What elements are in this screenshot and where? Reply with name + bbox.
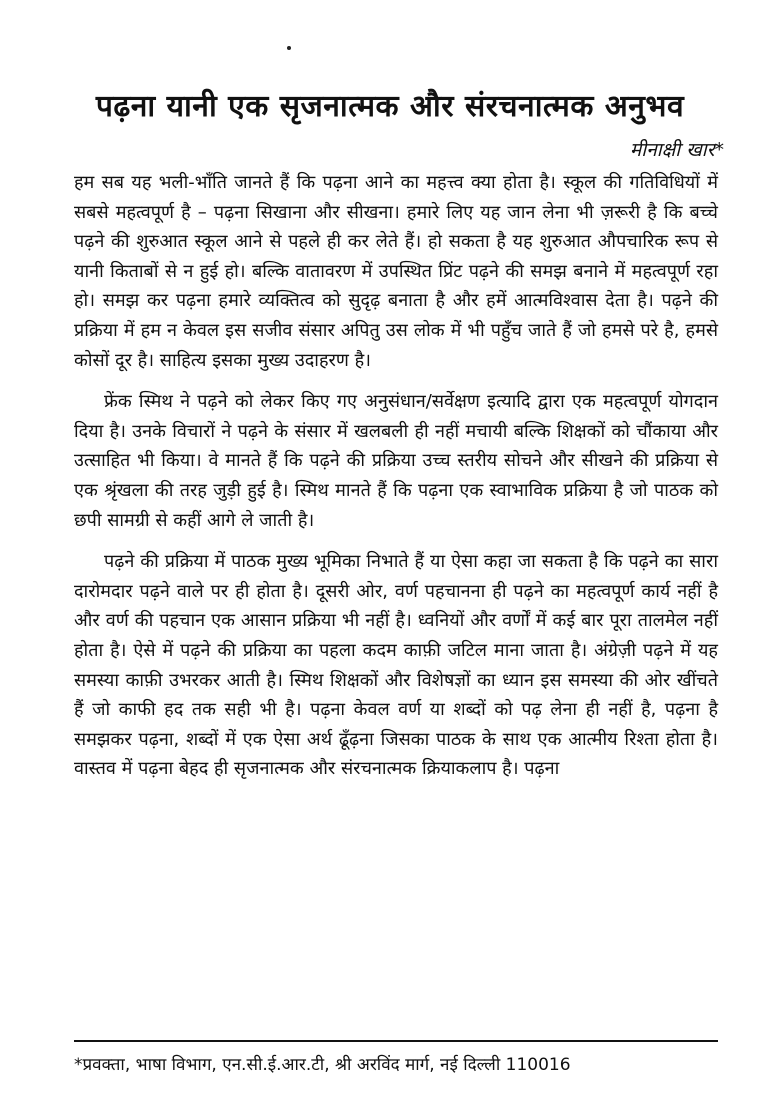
article-body	[74, 168, 718, 796]
paragraph-3: पढ़ने की प्रक्रिया में पाठक मुख्य भूमिका निभाते हैं या ऐसा कहा जा सकता है कि पढ़ने का सारा दारोमदार पढ़ने वाले पर ही होता है। दूसरी ओर, वर्ण पहचानना ही पढ़ने का महत्वपूर्ण कार्य नहीं है और वर्ण की पहचान एक आसान प्रक्रिया भी नहीं है। ध्वनियों और वर्णों में कई बार पूरा तालमेल नहीं होता है। ऐसे में पढ़ने की प्रक्रिया का पहला कदम काफ़ी जटिल माना जाता है। अंग्रेज़ी पढ़ने में यह समस्या काफ़ी उभरकर आती है। स्मिथ शिक्षकों और विशेषज्ञों का ध्यान इस समस्या की ओर खींचते हैं जो काफी हद तक सही भी है। पढ़ना केवल वर्ण या शब्दों को पढ़ लेना ही नहीं है, पढ़ना है समझकर पढ़ना, शब्दों में एक ऐसा अर्थ ढूँढ़ना जिसका पाठक के साथ एक आत्मीय रिश्ता होता है। वास्तव में पढ़ना बेहद ही सृजनात्मक और संरचनात्मक क्रियाकलाप है। पढ़ना	[74, 551, 718, 780]
page-mark-dot	[287, 46, 291, 50]
footnote-divider	[74, 1040, 718, 1042]
footnote: *प्रवक्ता, भाषा विभाग, एन.सी.ई.आर.टी, श्री अरविंद मार्ग, नई दिल्ली 110016	[74, 1055, 571, 1075]
paragraph-1: हम सब यह भली-भाँति जानते हैं कि पढ़ना आने का महत्त्व क्या होता है। स्कूल की गतिविधियों में सबसे महत्वपूर्ण है – पढ़ना सिखाना और सीखना। हमारे लिए यह जान लेना भी ज़रूरी है कि बच्चे पढ़ने की शुरुआत स्कूल आने से पहले ही कर लेते हैं। हो सकता है यह शुरुआत औपचारिक रूप से यानी किताबों से न हुई हो। बल्कि वातावरण में उपस्थित प्रिंट पढ़ने की समझ बनाने में महत्वपूर्ण रहा हो। समझ कर पढ़ना हमारे व्यक्तित्व को सुदृढ़ बनाता है और हमें आत्मविश्वास देता है। पढ़ने की प्रक्रिया में हम न केवल इस सजीव संसार अपितु उस लोक में भी पहुँच जाते हैं जो हमसे परे है, हमसे कोसों दूर है। साहित्य इसका मुख्य उदाहरण है।	[74, 172, 718, 371]
paragraph-2: फ्रेंक स्मिथ ने पढ़ने को लेकर किए गए अनुसंधान/सर्वेक्षण इत्यादि द्वारा एक महत्वपूर्ण योगदान दिया है। उनके विचारों ने पढ़ने के संसार में खलबली ही नहीं मचायी बल्कि शिक्षकों को चौंकाया और उत्साहित भी किया। वे मानते हैं कि पढ़ने की प्रक्रिया उच्च स्तरीय सोचने और सीखने की प्रक्रिया से एक श्रृंखला की तरह जुड़ी हुई है। स्मिथ मानते हैं कि पढ़ना एक स्वाभाविक प्रक्रिया है जो पाठक को छपी सामग्री से कहीं आगे ले जाती है।	[74, 391, 718, 531]
author-name: मीनाक्षी खार*	[629, 139, 724, 161]
article-title: पढ़ना यानी एक सृजनात्मक और संरचनात्मक अनुभव	[95, 89, 685, 124]
